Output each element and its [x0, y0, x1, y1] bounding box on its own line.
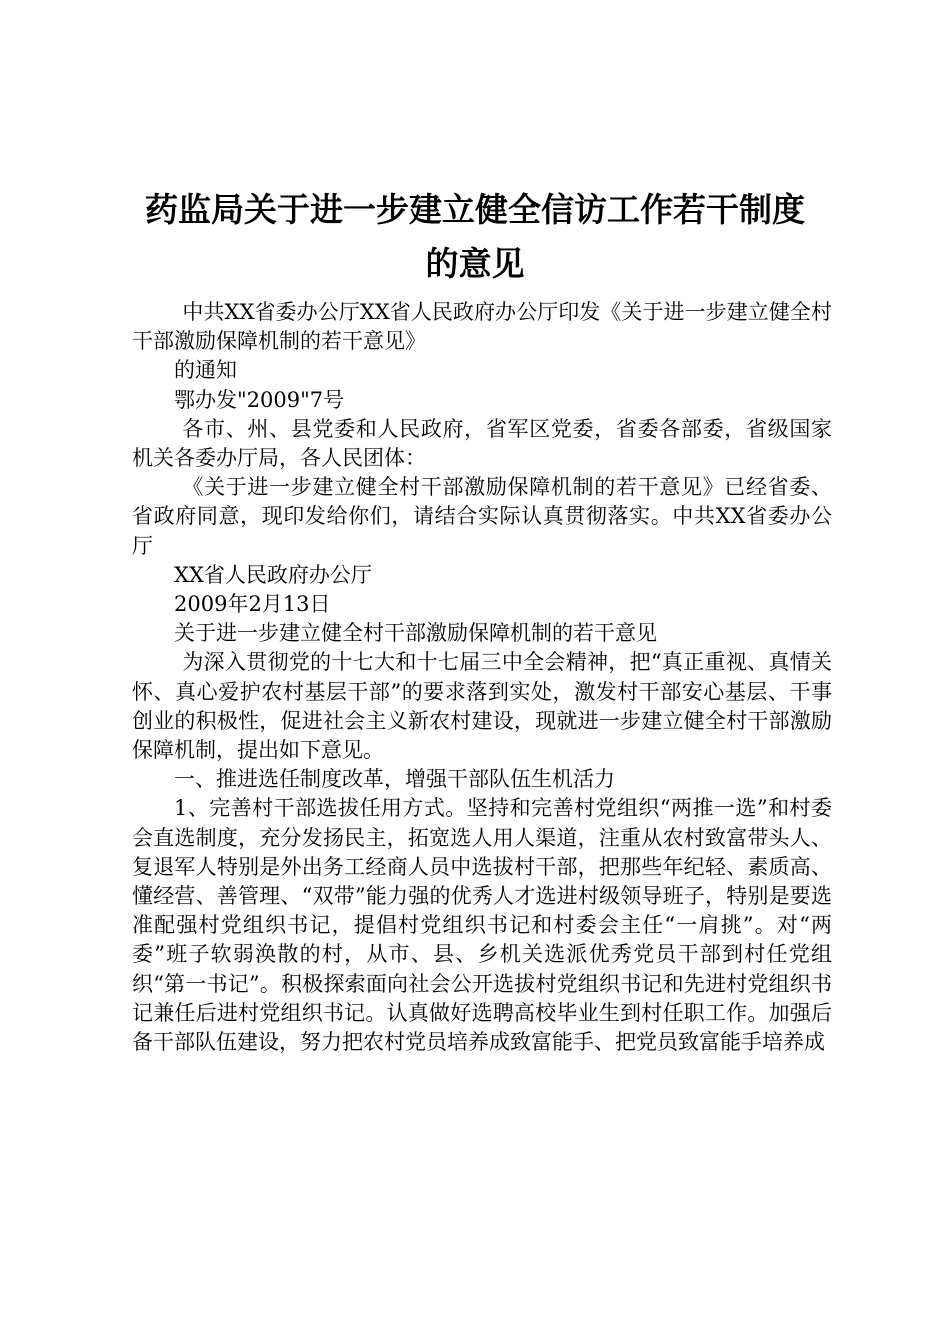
paragraph: 2009年2月13日	[174, 592, 331, 617]
document-title-line-2: 的意见	[425, 244, 525, 283]
paragraph: 关于进一步建立健全村干部激励保障机制的若干意见	[174, 621, 657, 646]
paragraph: 的通知	[174, 358, 237, 383]
paragraph: 为深入贯彻党的十七大和十七届三中全会精神，把“真正重视、真情关怀、真心爱护农村基层干部”的要求落到实处，激发村干部安心基层、干事创业的积极性，促进社会主义新农村建设，现就进一步建立健全村干部激励保障机制，提出如下意见。	[132, 650, 832, 763]
paragraph: 1、完善村干部选拔任用方式。坚持和完善村党组织“两推一选”和村委会直选制度，充分发扬民主，拓宽选人用人渠道，注重从农村致富带头人、复退军人特别是外出务工经商人员中选拔村干部，把那些年纪轻、素质高、懂经营、善管理、“双带”能力强的优秀人才选进村级领导班子，特别是要选准配强村党组织书记，提倡村党组织书记和村委会主任“一肩挑”。对“两委”班子软弱涣散的村，从市、县、乡机关选派优秀党员干部到村任党组织“第一书记”。积极探索面向社会公开选拔村党组织书记和先进村党组织书记兼任后进村党组织书记。认真做好选聘高校毕业生到村任职工作。加强后备干部队伍建设，努力把农村党员培养成致富能手、把党员致富能手培养成	[132, 796, 832, 1055]
paragraph: 鄂办发"2009"7号	[174, 387, 345, 412]
paragraph: XX省人民政府办公厅	[174, 562, 372, 587]
document-body	[132, 298, 832, 1057]
section-heading: 一、推进选任制度改革，增强干部队伍生机活力	[174, 767, 615, 792]
paragraph: 各市、州、县党委和人民政府，省军区党委，省委各部委，省级国家机关各委办厅局，各人民团体：	[132, 416, 832, 471]
paragraph: 中共XX省委办公厅XX省人民政府办公厅印发《关于进一步建立健全村干部激励保障机制的若干意见》	[132, 300, 832, 354]
paragraph: 《关于进一步建立健全村干部激励保障机制的若干意见》已经省委、省政府同意，现印发给你们，请结合实际认真贯彻落实。中共XX省委办公厅	[132, 475, 832, 558]
document-title-line-1: 药监局关于进一步建立健全信访工作若干制度	[145, 190, 805, 229]
